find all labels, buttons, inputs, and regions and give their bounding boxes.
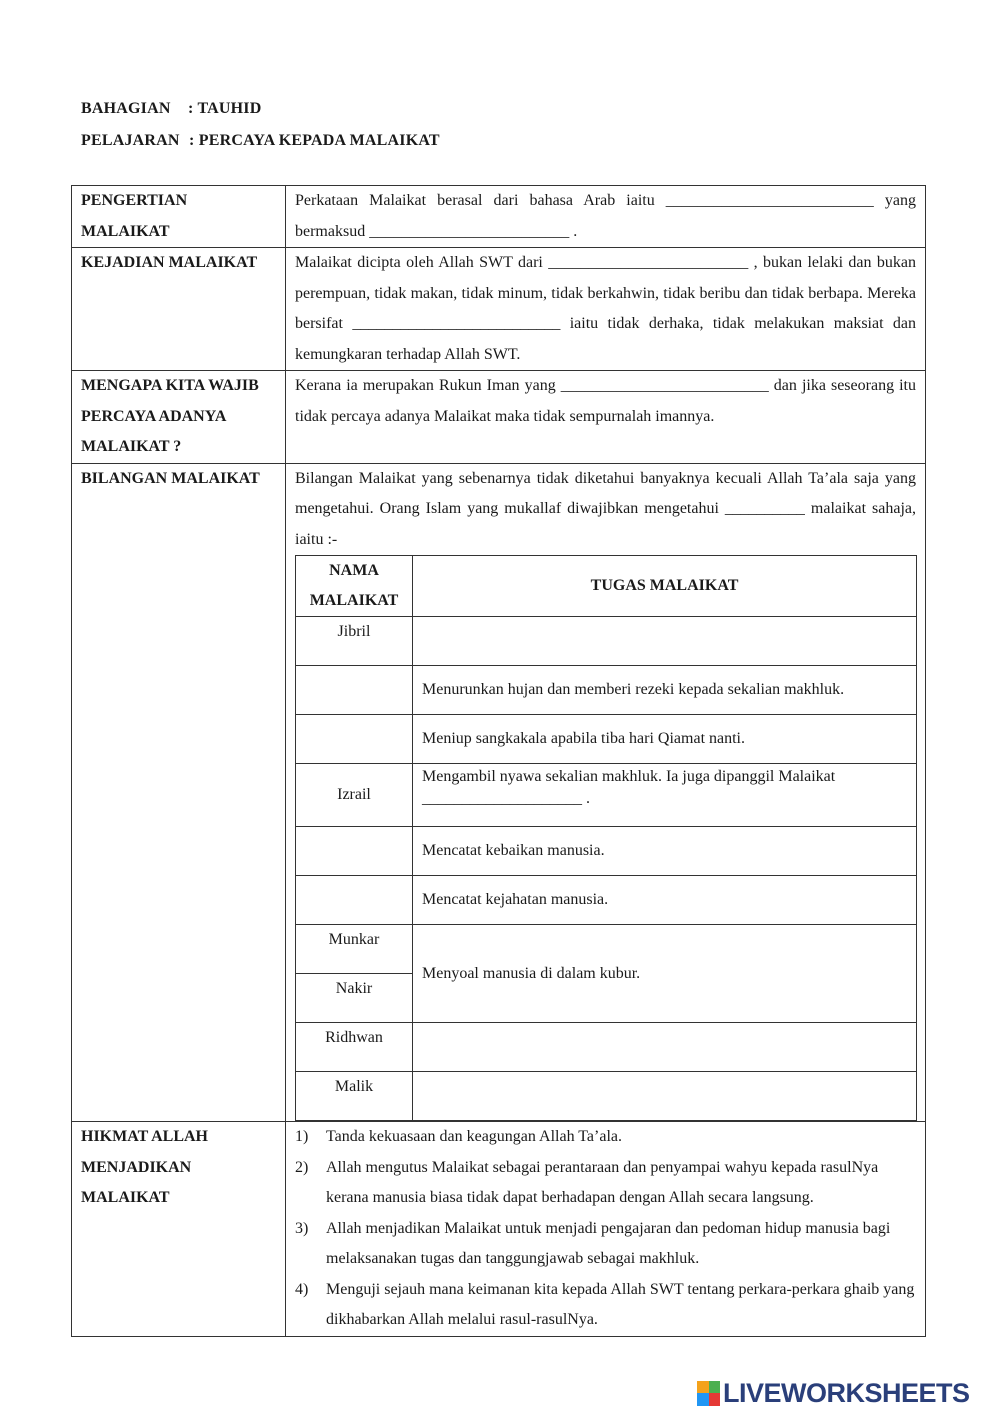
row-text: Perkataan Malaikat berasal dari bahasa Arab iaitu __________________________ yang bermaksud _________________________ . bbox=[286, 186, 926, 248]
angel-name bbox=[296, 827, 413, 876]
angel-task: Menyoal manusia di dalam kubur. bbox=[413, 925, 917, 1023]
row-label: MENGAPA KITA WAJIB PERCAYA ADANYA MALAIKAT ? bbox=[72, 371, 286, 464]
hikmat-list bbox=[295, 1122, 916, 1336]
row-bilangan bbox=[72, 463, 926, 1122]
angel-name bbox=[296, 876, 413, 925]
angel-task bbox=[413, 617, 917, 666]
list-item bbox=[295, 1214, 916, 1275]
table-row bbox=[296, 764, 917, 827]
row-pengertian bbox=[72, 186, 926, 248]
table-row bbox=[296, 876, 917, 925]
table-row bbox=[296, 666, 917, 715]
angel-table-header bbox=[296, 556, 917, 617]
item-text: Allah mengutus Malaikat sebagai perantaraan dan penyampai wahyu kepada rasulNya kerana manusia biasa tidak dapat berhadapan dengan Allah secara langsung. bbox=[326, 1158, 879, 1206]
angel-name: Munkar bbox=[296, 925, 413, 974]
table-row bbox=[296, 1072, 917, 1121]
angel-name bbox=[296, 715, 413, 764]
logo-text: LIVEWORKSHEETS bbox=[723, 1377, 970, 1408]
item-number: 3) bbox=[295, 1219, 309, 1237]
table-row bbox=[296, 1023, 917, 1072]
table-row bbox=[296, 617, 917, 666]
angel-name: Ridhwan bbox=[296, 1023, 413, 1072]
angel-name: Izrail bbox=[296, 764, 413, 827]
row-label: BILANGAN MALAIKAT bbox=[72, 463, 286, 1122]
angel-task: Mencatat kebaikan manusia. bbox=[413, 827, 917, 876]
item-text: Tanda kekuasaan dan keagungan Allah Ta’ala. bbox=[326, 1128, 623, 1145]
angel-name: Nakir bbox=[296, 974, 413, 1023]
row-text: Kerana ia merupakan Rukun Iman yang __________________________ dan jika seseorang itu tidak percaya adanya Malaikat maka tidak sempurnalah imannya. bbox=[286, 371, 926, 464]
item-text: Allah menjadikan Malaikat untuk menjadi pengajaran dan pedoman hidup manusia bagi melaksanakan tugas dan tanggungjawab sebagai makhluk. bbox=[326, 1219, 891, 1267]
logo-badge-icon bbox=[697, 1381, 720, 1406]
angel-table bbox=[295, 555, 917, 1121]
bilangan-content bbox=[286, 463, 926, 1122]
section-label: BAHAGIAN bbox=[81, 100, 171, 117]
angel-name: Jibril bbox=[296, 617, 413, 666]
angel-name: Malik bbox=[296, 1072, 413, 1121]
section-value: : TAUHID bbox=[188, 100, 262, 117]
row-kejadian bbox=[72, 248, 926, 371]
angel-name bbox=[296, 666, 413, 715]
liveworksheets-logo bbox=[697, 1377, 970, 1409]
worksheet-table bbox=[71, 185, 926, 1337]
section-heading bbox=[81, 100, 261, 118]
lesson-label: PELAJARAN bbox=[81, 132, 180, 149]
angel-task: Mengambil nyawa sekalian makhluk. Ia juga dipanggil Malaikat ____________________ . bbox=[413, 764, 917, 827]
row-text: Malaikat dicipta oleh Allah SWT dari _________________________ , bukan lelaki dan bukan perempuan, tidak makan, tidak minum, tidak berkahwin, tidak beribu dan tidak berbapa. Mereka bersifat __________________________ iaitu tidak derhaka, tidak melakukan maksiat dan kemungkaran terhadap Allah SWT. bbox=[286, 248, 926, 371]
item-number: 2) bbox=[295, 1158, 309, 1176]
table-row bbox=[296, 715, 917, 764]
angel-task: Meniup sangkakala apabila tiba hari Qiamat nanti. bbox=[413, 715, 917, 764]
row-mengapa bbox=[72, 371, 926, 464]
list-item bbox=[295, 1122, 916, 1153]
lesson-heading bbox=[81, 132, 440, 150]
item-number: 1) bbox=[295, 1128, 309, 1145]
table-row bbox=[296, 827, 917, 876]
row-text: Bilangan Malaikat yang sebenarnya tidak diketahui banyaknya kecuali Allah Ta’ala saja yang mengetahui. Orang Islam yang mukallaf diwajibkan mengetahui __________ malaikat sahaja, iaitu :- bbox=[295, 469, 916, 548]
row-label: PENGERTIAN MALAIKAT bbox=[72, 186, 286, 248]
list-item bbox=[295, 1275, 916, 1336]
col-name-header: NAMA MALAIKAT bbox=[296, 556, 413, 617]
hikmat-content bbox=[286, 1122, 926, 1337]
row-hikmat bbox=[72, 1122, 926, 1337]
angel-task: Menurunkan hujan dan memberi rezeki kepada sekalian makhluk. bbox=[413, 666, 917, 715]
angel-task bbox=[413, 1072, 917, 1121]
list-item bbox=[295, 1153, 916, 1214]
lesson-value: : PERCAYA KEPADA MALAIKAT bbox=[189, 132, 440, 149]
item-text: Menguji sejauh mana keimanan kita kepada Allah SWT tentang perkara-perkara ghaib yang dikhabarkan Allah melalui rasul-rasulNya. bbox=[326, 1280, 915, 1328]
row-label: HIKMAT ALLAH MENJADIKAN MALAIKAT bbox=[72, 1122, 286, 1337]
row-label: KEJADIAN MALAIKAT bbox=[72, 248, 286, 371]
angel-task bbox=[413, 1023, 917, 1072]
col-task-header: TUGAS MALAIKAT bbox=[413, 556, 917, 617]
table-row bbox=[296, 925, 917, 974]
item-number: 4) bbox=[295, 1280, 309, 1298]
angel-task: Mencatat kejahatan manusia. bbox=[413, 876, 917, 925]
